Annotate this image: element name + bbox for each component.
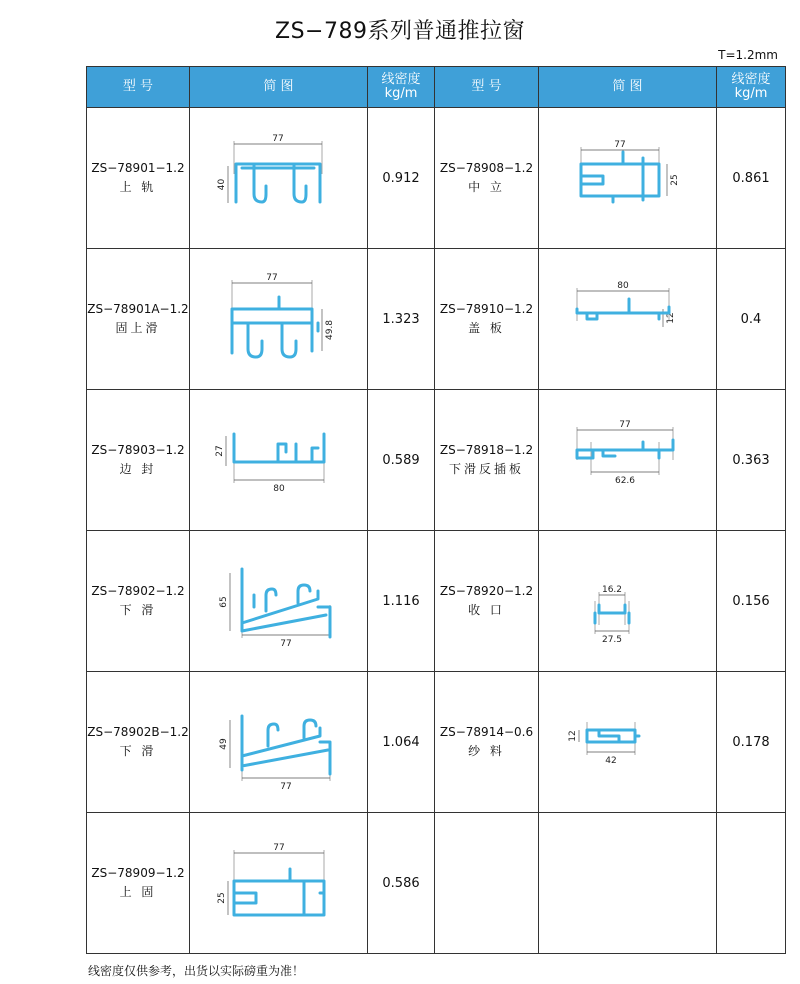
model-name: 中 立 [468, 180, 505, 194]
header-density: 线密度 kg/m [368, 67, 435, 108]
svg-text:49: 49 [218, 738, 229, 750]
screen-profile [563, 692, 693, 792]
svg-text:12: 12 [567, 730, 578, 742]
svg-text:77: 77 [265, 273, 278, 283]
sketch-cell [539, 108, 717, 249]
svg-text:42: 42 [604, 756, 617, 766]
model-name: 盖 板 [468, 321, 505, 335]
empty-cell [435, 813, 539, 954]
header-model: 型 号 [87, 67, 190, 108]
model-cell [87, 108, 190, 249]
closing-profile [563, 551, 693, 651]
density-cell: 1.116 [368, 531, 435, 672]
model-name: 纱 料 [468, 744, 505, 758]
model-code: ZS−78908−1.2 [439, 161, 534, 175]
model-name: 边 封 [119, 462, 157, 476]
page-title: ZS−789系列普通推拉窗 [275, 19, 525, 44]
model-cell [87, 531, 190, 672]
header-model: 型 号 [435, 67, 539, 108]
svg-text:77: 77 [618, 420, 631, 430]
sketch-cell [190, 531, 368, 672]
table-row [87, 672, 786, 813]
table-row [87, 108, 786, 249]
sketch-cell [190, 249, 368, 390]
model-code: ZS−78910−1.2 [439, 302, 534, 316]
model-code: ZS−78914−0.6 [439, 725, 534, 739]
sketch-cell [539, 672, 717, 813]
density-cell: 0.178 [717, 672, 786, 813]
svg-text:77: 77 [279, 639, 292, 649]
model-name: 上 固 [119, 885, 157, 899]
model-code: ZS−78920−1.2 [439, 584, 534, 598]
sketch-cell [539, 249, 717, 390]
density-cell: 0.912 [368, 108, 435, 249]
sketch-cell [190, 672, 368, 813]
sketch-cell [190, 108, 368, 249]
density-cell: 0.861 [717, 108, 786, 249]
svg-text:80: 80 [272, 484, 285, 494]
svg-text:65: 65 [218, 596, 229, 608]
fixed-upper-slide-profile [214, 269, 344, 369]
density-cell: 1.064 [368, 672, 435, 813]
svg-text:80: 80 [616, 281, 629, 291]
model-cell [435, 390, 539, 531]
header-sketch: 简 图 [539, 67, 717, 108]
model-code: ZS−78903−1.2 [91, 443, 185, 457]
model-cell [435, 672, 539, 813]
model-code: ZS−78901−1.2 [91, 161, 185, 175]
model-code: ZS−78901A−1.2 [87, 302, 189, 316]
density-cell: 1.323 [368, 249, 435, 390]
density-cell: 0.4 [717, 249, 786, 390]
density-cell: 0.363 [717, 390, 786, 531]
model-name: 收 口 [468, 603, 505, 617]
model-name: 下 滑 [119, 603, 157, 617]
sketch-cell [190, 390, 368, 531]
header-sketch: 简 图 [190, 67, 368, 108]
thickness-note: T=1.2mm [718, 48, 778, 62]
density-cell: 0.156 [717, 531, 786, 672]
model-name: 固上滑 [115, 321, 161, 335]
lower-slide-b-profile [214, 692, 344, 792]
svg-text:25: 25 [216, 892, 227, 904]
svg-text:27.5: 27.5 [601, 635, 622, 645]
header-density: 线密度 kg/m [717, 67, 786, 108]
svg-text:77: 77 [279, 782, 292, 792]
upper-fixed-profile [214, 833, 344, 933]
sketch-cell [539, 390, 717, 531]
model-code: ZS−78909−1.2 [91, 866, 185, 880]
profile-table [86, 66, 786, 954]
svg-text:16.2: 16.2 [601, 585, 622, 595]
lower-slide-profile [214, 551, 344, 651]
svg-text:77: 77 [272, 843, 285, 853]
empty-cell [717, 813, 786, 954]
svg-text:27: 27 [214, 445, 225, 457]
lower-slide-insert-profile [563, 410, 693, 510]
model-code: ZS−78918−1.2 [439, 443, 534, 457]
table-row [87, 813, 786, 954]
model-cell [87, 672, 190, 813]
svg-text:49.8: 49.8 [324, 319, 335, 341]
upper-rail-profile [214, 128, 344, 228]
table-row [87, 531, 786, 672]
empty-cell [539, 813, 717, 954]
model-cell [87, 390, 190, 531]
sketch-cell [190, 813, 368, 954]
footer-note: 线密度仅供参考，出货以实际磅重为准！ [88, 964, 305, 978]
table-header-row [87, 67, 786, 108]
svg-text:77: 77 [271, 134, 284, 144]
density-cell: 0.589 [368, 390, 435, 531]
table-row [87, 390, 786, 531]
density-cell: 0.586 [368, 813, 435, 954]
model-cell [435, 531, 539, 672]
model-code: ZS−78902B−1.2 [87, 725, 189, 739]
model-cell [87, 249, 190, 390]
model-cell [87, 813, 190, 954]
svg-text:40: 40 [216, 178, 227, 191]
model-name: 下 滑 [119, 744, 157, 758]
svg-text:12: 12 [665, 312, 676, 324]
mullion-profile [563, 128, 693, 228]
svg-text:25: 25 [669, 174, 680, 186]
cover-plate-profile [563, 269, 693, 369]
model-code: ZS−78902−1.2 [91, 584, 185, 598]
model-name: 下滑反插板 [448, 462, 524, 476]
model-cell [435, 249, 539, 390]
model-name: 上 轨 [119, 180, 157, 194]
svg-text:77: 77 [613, 140, 626, 150]
sketch-cell [539, 531, 717, 672]
table-row [87, 249, 786, 390]
model-cell [435, 108, 539, 249]
svg-text:62.6: 62.6 [614, 476, 635, 486]
side-seal-profile [214, 410, 344, 510]
